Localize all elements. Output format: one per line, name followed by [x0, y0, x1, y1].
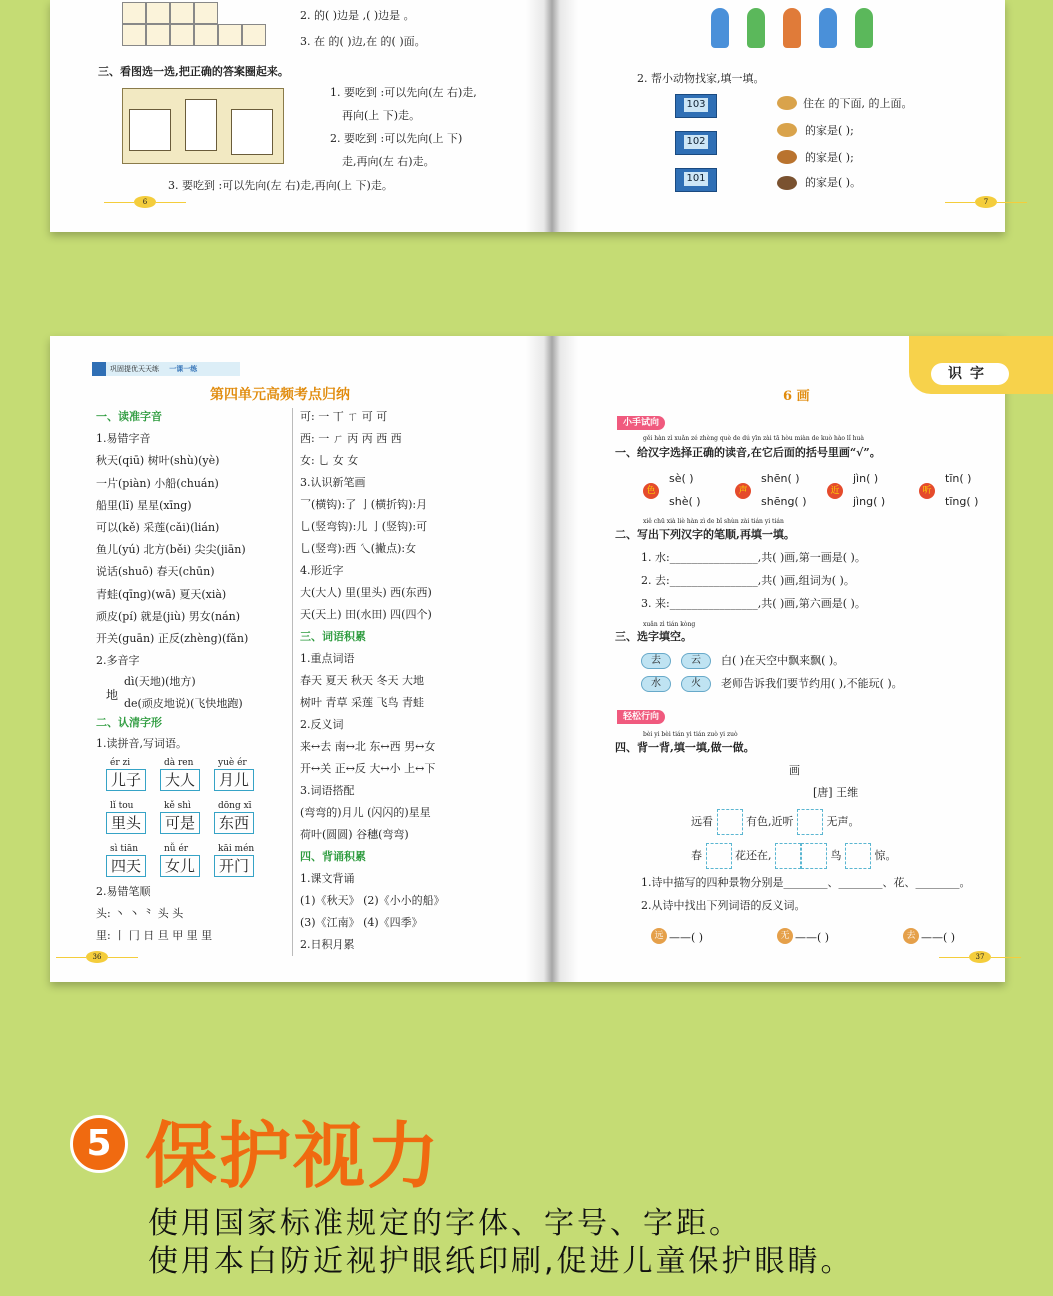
blank-box[interactable]: [845, 843, 871, 869]
word-box: 可是: [160, 812, 200, 834]
top-left-page: [50, 0, 526, 232]
text-line: 里: 丨 冂 日 旦 甲 里 里: [96, 929, 213, 942]
text-line: 3. 要吃到 :可以先向(左 右)走,再向(上 下)走。: [168, 179, 393, 192]
poem-text: 鸟: [830, 849, 842, 862]
word-box: 里头: [106, 812, 146, 834]
poem-text: 花还在,: [735, 849, 772, 862]
word-box: 开门: [214, 855, 254, 877]
blank-box[interactable]: [801, 843, 827, 869]
word-box: 月儿: [214, 769, 254, 791]
flower-char-icon: 听: [919, 483, 935, 499]
text-line: 2.易错笔顺: [96, 885, 151, 898]
right-page: [579, 336, 1005, 982]
flower-char-icon: 近: [827, 483, 843, 499]
text-line: 顽皮(pí) 就是(jiù) 男女(nán): [96, 609, 241, 623]
antonym-blank[interactable]: ——( ): [669, 931, 704, 944]
feature-number-badge: 5: [70, 1115, 128, 1173]
reading-option[interactable]: tīn( ): [945, 472, 972, 485]
word-box: 大人: [160, 769, 200, 791]
text-line: 青蛙(qīng)(wā) 夏天(xià): [96, 587, 227, 601]
hedgehog-icon: [777, 176, 797, 190]
antonym-blank[interactable]: ——( ): [795, 931, 830, 944]
page-number: 6: [134, 196, 156, 208]
reading-option[interactable]: shè( ): [669, 495, 701, 508]
text-line: 3.认识新笔画: [300, 476, 366, 489]
flower-char-icon: 色: [643, 483, 659, 499]
q3-line: 白( )在天空中飘来飘( )。: [721, 654, 845, 667]
reading-option[interactable]: tīng( ): [945, 495, 979, 508]
poem-author: [唐] 王维: [813, 786, 859, 799]
main-book-spread: [50, 336, 1005, 982]
unit-tab: [909, 336, 1053, 394]
text-line: 住在 的下面, 的上面。: [803, 97, 913, 110]
page-number: 36: [86, 951, 108, 963]
text-line: 3.词语搭配: [300, 784, 355, 797]
text-line: 女: 乚 女 女: [300, 454, 359, 467]
lion-icon: [777, 123, 797, 137]
book-spine: [525, 336, 579, 982]
text-line: 走,再向(左 右)走。: [342, 155, 435, 168]
text-line: 头: 丶 丶 ⺀ 头 头: [96, 907, 184, 920]
q3-line: 老师告诉我们要节约用( ),不能玩( )。: [721, 677, 903, 690]
section-heading: 四、背诵积累: [300, 850, 366, 863]
cloud-option: 火: [681, 676, 711, 692]
reading-option[interactable]: jìng( ): [853, 495, 886, 508]
pinyin-line: xuǎn zì tián kòng: [643, 621, 696, 628]
pinyin-label: lǐ tou: [110, 801, 134, 811]
word-box: 东西: [214, 812, 254, 834]
text-line: 大(大人) 里(里头) 西(东西): [300, 586, 432, 599]
reading-option[interactable]: shēn( ): [761, 472, 800, 485]
section-badge: 小手试向: [617, 416, 665, 430]
q2-line: 3. 来:________________,共( )画,第六画是( )。: [641, 597, 866, 610]
header-tag: 一课一练: [169, 364, 198, 373]
house-number: 103: [684, 98, 708, 112]
pinyin-line: gěi hàn zì xuǎn zé zhèng què de dú yīn zài tā hòu miàn de kuò hào lǐ huà: [643, 435, 864, 442]
antonym-char-icon: 远: [651, 928, 667, 944]
text-line: 说话(shuō) 春天(chūn): [96, 565, 215, 579]
house-number: 102: [684, 135, 708, 149]
section-heading: 三、看图选一选,把正确的答案圈起来。: [98, 65, 289, 78]
antonym-char-icon: 无: [777, 928, 793, 944]
unit-tab-label: 识字: [931, 363, 1009, 385]
section-heading: 三、词语积累: [300, 630, 366, 643]
word-box: 儿子: [106, 769, 146, 791]
feature-description-line: 使用国家标准规定的字体、字号、字距。: [148, 1206, 742, 1241]
pinyin-label: nǚ ér: [164, 844, 189, 854]
pinyin-label: sì tiān: [110, 844, 139, 854]
text-line: 春天 夏天 秋天 冬天 大地: [300, 674, 424, 687]
text-line: (1)《秋天》 (2)《小小的船》: [300, 894, 445, 907]
left-page: [50, 336, 526, 982]
text-line: 的家是( );: [805, 124, 854, 137]
house-number: 101: [684, 172, 708, 186]
poem-text: 惊。: [874, 849, 897, 862]
text-line: 乚(竖弯钩):儿 亅(竖钩):可: [300, 520, 428, 533]
antonym-char-icon: 去: [903, 928, 919, 944]
column-divider: [292, 408, 293, 956]
top-right-page: [579, 0, 1005, 232]
house-102: [675, 131, 717, 155]
maze-illustration: [122, 88, 284, 164]
text-line: 乚(竖弯):西 乀(撇点):女: [300, 542, 417, 555]
section-badge: 轻松行向: [617, 710, 665, 724]
text-line: 秋天(qiū) 树叶(shù)(yè): [96, 454, 220, 468]
cloud-option: 云: [681, 653, 711, 669]
text-line: 开关(guān) 正反(zhèng)(fǎn): [96, 632, 249, 645]
cloud-option: 去: [641, 653, 671, 669]
poem-text: 远看: [691, 815, 713, 828]
poem-line-2: [691, 842, 897, 870]
reading-option[interactable]: shēng( ): [761, 495, 807, 508]
pinyin-label: dōng xī: [218, 801, 252, 811]
reading-option[interactable]: sè( ): [669, 472, 694, 485]
pinyin-label: yuè ér: [218, 758, 247, 768]
text-line: 乛(横钩):了 亅(横折钩):月: [300, 498, 428, 511]
page-title: 第四单元高频考点归纳: [210, 387, 350, 403]
text-line: 树叶 青草 采莲 飞鸟 青蛙: [300, 696, 424, 709]
question-1: 一、给汉字选择正确的读音,在它后面的括号里画“√”。: [615, 446, 881, 459]
poem-title: 画: [789, 764, 800, 777]
text-line: 的家是( )。: [805, 176, 862, 189]
pinyin-line: xiě chū xià liè hàn zì de bǐ shùn zài tián yi tián: [643, 518, 784, 525]
pinyin-label: kě shì: [164, 801, 191, 811]
text-line: 天(天上) 田(水田) 四(四个): [300, 608, 432, 621]
poem-text: 无声。: [826, 815, 860, 828]
header-label: 巩固提优天天练: [110, 365, 159, 373]
book-spine: [525, 0, 579, 232]
text-line: (弯弯的)月儿 (闪闪的)星星: [300, 806, 431, 819]
text-line: 可: 一 丅 ㄒ 可 可: [300, 410, 388, 423]
q4-line: 1.诗中描写的四种景物分别是________、________、花、________。: [641, 876, 971, 889]
text-line: 3. 在 的( )边,在 的( )面。: [300, 35, 426, 48]
house-101: [675, 168, 717, 192]
text-line: 可以(kě) 采莲(cǎi)(lián): [96, 521, 220, 534]
flower-char-icon: 声: [735, 483, 751, 499]
question-3: 三、选字填空。: [615, 630, 692, 643]
text-line: 2. 要吃到 :可以先向(上 下): [330, 132, 463, 145]
monkey-icon: [777, 150, 797, 164]
text-line: 1.易错字音: [96, 432, 151, 446]
polyphone-char: 地: [106, 688, 119, 702]
poem-text: 有色,近听: [746, 815, 794, 828]
tug-of-war-illustration: [711, 0, 891, 58]
poem-line-1: [691, 808, 860, 836]
shelf-illustration: [122, 0, 272, 46]
antonym-blank[interactable]: ——( ): [921, 931, 956, 944]
text-line: (3)《江南》 (4)《四季》: [300, 916, 423, 929]
text-line: 1. 要吃到 :可以先向(左 右)走,: [330, 86, 477, 99]
pinyin-label: dà ren: [164, 758, 194, 768]
text-line: 1.读拼音,写词语。: [96, 737, 187, 750]
text-line: 来↔去 南↔北 东↔西 男↔女: [300, 740, 436, 753]
lion-icon: [777, 96, 797, 110]
q4-line: 2.从诗中找出下列词语的反义词。: [641, 899, 806, 912]
feature-title: 保护视力: [145, 1114, 442, 1198]
feature-description-line: 使用本白防近视护眼纸印刷,促进儿童保护眼睛。: [148, 1244, 854, 1279]
text-line: 荷叶(圆圆) 谷穗(弯弯): [300, 828, 409, 841]
q2-line: 1. 水:________________,共( )画,第一画是( )。: [641, 551, 866, 564]
text-line: 西: 一 ㄏ 丙 丙 西 西: [300, 432, 402, 445]
lesson-title: 6 画: [783, 389, 810, 404]
pinyin-label: kāi mén: [218, 844, 255, 854]
text-line: 鱼儿(yú) 北方(běi) 尖尖(jiān): [96, 543, 246, 557]
text-line: 1.课文背诵: [300, 872, 355, 885]
section-heading: 一、读准字音: [96, 410, 162, 423]
word-box: 四天: [106, 855, 146, 877]
polyphone-line: de(顽皮地说)(飞快地跑): [124, 697, 243, 710]
question-heading: 2. 帮小动物找家,填一填。: [637, 72, 765, 85]
blank-box[interactable]: [775, 843, 801, 869]
polyphone-line: dì(天地)(地方): [124, 675, 196, 688]
pinyin-line: bèi yi bèi tián yi tián zuò yi zuò: [643, 731, 738, 738]
blank-box[interactable]: [717, 809, 743, 835]
text-line: 2. 的( )边是 ,( )边是 。: [300, 9, 415, 22]
text-line: 2.日积月累: [300, 938, 355, 951]
cloud-option: 水: [641, 676, 671, 692]
word-box: 女儿: [160, 855, 200, 877]
page-header: [92, 362, 240, 376]
q2-line: 2. 去:________________,共( )画,组词为( )。: [641, 574, 855, 587]
text-line: 4.形近字: [300, 564, 344, 577]
top-book-spread: [50, 0, 1005, 232]
reading-option[interactable]: jìn( ): [853, 472, 879, 485]
text-line: 1.重点词语: [300, 652, 355, 665]
section-heading: 二、认清字形: [96, 716, 162, 729]
page-number: 37: [969, 951, 991, 963]
question-2: 二、写出下列汉字的笔顺,再填一填。: [615, 528, 795, 541]
pinyin-label: ér zi: [110, 758, 131, 768]
text-line: 2.多音字: [96, 654, 140, 668]
text-line: 船里(lǐ) 星星(xīng): [96, 498, 192, 512]
poem-text: 春: [691, 849, 702, 862]
text-line: 的家是( );: [805, 151, 854, 164]
question-4: 四、背一背,填一填,做一做。: [615, 741, 755, 754]
blank-box[interactable]: [797, 809, 823, 835]
house-103: [675, 94, 717, 118]
text-line: 一片(piàn) 小船(chuán): [96, 476, 219, 490]
text-line: 开↔关 正↔反 大↔小 上↔下: [300, 762, 436, 775]
text-line: 再向(上 下)走。: [342, 109, 421, 122]
text-line: 2.反义词: [300, 718, 344, 731]
blank-box[interactable]: [706, 843, 732, 869]
page-number: 7: [975, 196, 997, 208]
